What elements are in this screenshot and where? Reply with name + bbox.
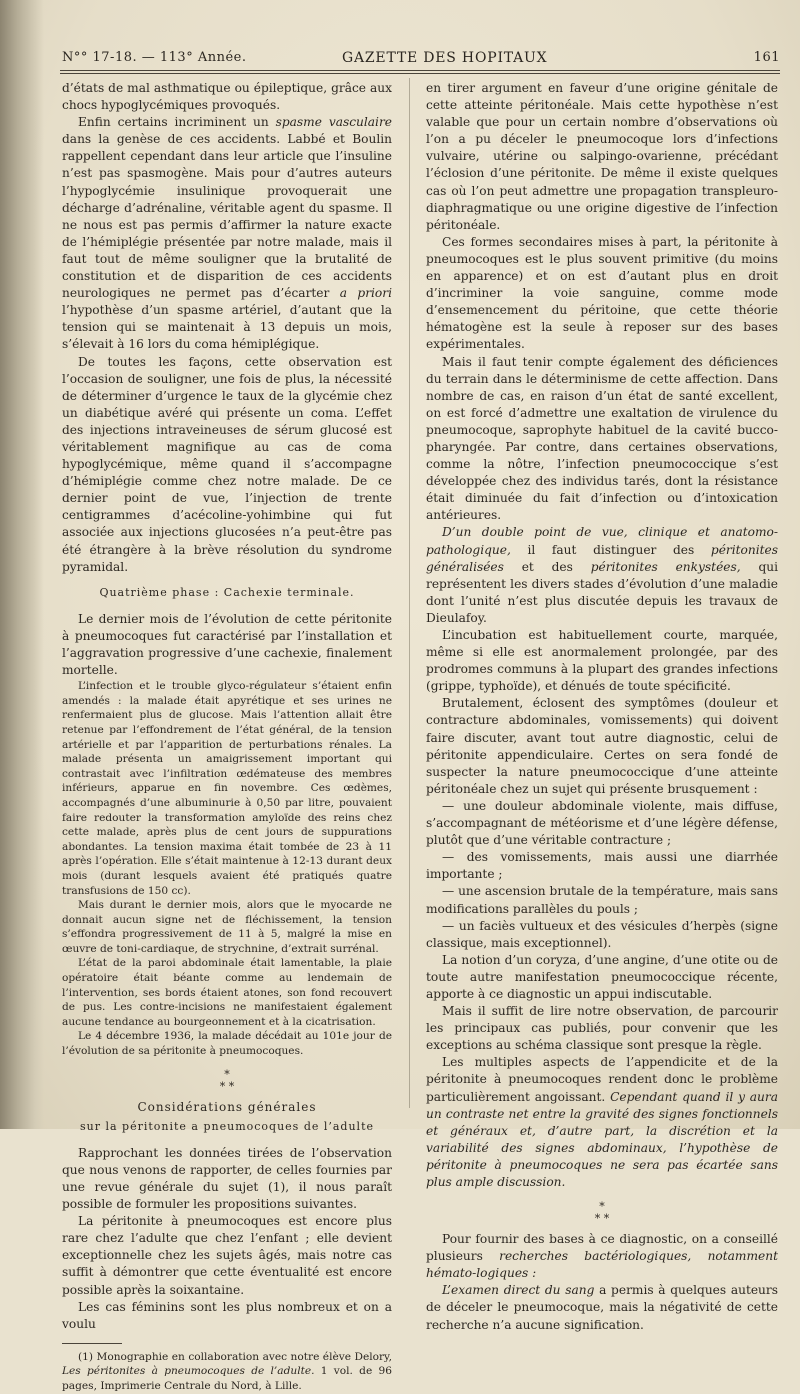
running-header	[62, 50, 780, 70]
paragraph: Le dernier mois de l’évolution de cette péritonite à pneumocoques fut caractérisé par l’installation et l’aggravation progressive d’une cachexie, finalement mortelle.	[62, 611, 392, 678]
paragraph: L’état de la paroi abdominale était lamentable, la plaie opératoire était béante comme au lendemain de l’intervention, ses bords étaient atones, son fond recouvert de pus. Les contre-incisions ne manifestaient également aucune tendance au bourgeonnement et à la cicatrisation.	[62, 957, 392, 1028]
list-item: — une douleur abdominale violente, mais diffuse, s’accompagnant de météorisme et d’une légère défense, plutôt que d’une véritable contracture ;	[426, 798, 778, 848]
section-separator-stars: * * *	[219, 1067, 235, 1093]
left-column	[62, 80, 392, 1393]
section-heading: Considérations générales	[137, 1099, 317, 1114]
paragraph: L’examen direct du sang a permis à quelques auteurs de déceler le pneumocoque, mais la négativité de cette recherche n’a aucune signification.	[426, 1283, 778, 1332]
footnote-rule	[62, 1343, 122, 1344]
paragraph: La notion d’un coryza, d’une angine, d’une otite ou de toute autre manifestation pneumococcique récente, apporte à ce diagnostic un appui indiscutable.	[426, 952, 778, 1001]
section-subheading: sur la péritonite a pneumocoques de l’adulte	[79, 1119, 375, 1133]
paragraph: en tirer argument en faveur d’une origine génitale de cette atteinte péritonéale. Mais cette hypothèse n’est valable que pour un certain nombre d’observations où l’on a pu déceler le pneumocoque lors d’infections vulvaire, utérine ou salpingo-ovarienne, précédant l’éclosion d’une péritonite. De même il existe quelques cas où l’on peut admettre une propagation transpleuro-diaphragmatique ou une origine digestive de l’infection péritonéale.	[426, 81, 778, 232]
paragraph: Mais il suffit de lire notre observation, de parcourir les principaux cas publiés, pour convenir que les exceptions au schéma classique sont presque la règle.	[426, 1004, 778, 1053]
paragraph: Les cas féminins sont les plus nombreux et on a voulu	[62, 1299, 392, 1331]
section-heading: Quatrième phase : Cachexie terminale.	[99, 585, 355, 599]
list-item: — une ascension brutale de la température, mais sans modifications parallèles du pouls ;	[426, 884, 778, 916]
paragraph: Pour fournir des bases à ce diagnostic, on a conseillé plusieurs recherches bactériologiques, notamment hémato-logiques :	[426, 1232, 778, 1281]
book-binding-shadow	[0, 0, 44, 1129]
section-separator-stars: * * *	[594, 1200, 610, 1226]
issue-number: N°° 17-18. — 113° Année.	[62, 50, 247, 65]
paragraph: L’incubation est habituellement courte, marquée, même si elle est anormalement prolongée, par des prodromes communs à la plupart des grandes infections (grippe, typhoïde), et dénués de toute spécificité.	[426, 628, 778, 694]
header-rule-double	[60, 73, 780, 74]
list-item: — des vomissements, mais aussi une diarrhée importante ;	[426, 850, 778, 882]
paragraph: Rapprochant les données tirées de l’observation que nous venons de rapporter, de celles fournies par une revue générale du sujet (1), il nous paraît possible de formuler les propositions suivantes.	[62, 1145, 392, 1212]
paragraph: Les multiples aspects de l’appendicite et de la péritonite à pneumocoques rendent donc le problème particulièrement angoissant. Cependant quand il y aura un contraste net entre la gravité des signes fonctionnels et généraux et, d’autre part, la discrétion et la variabilité des signes abdominaux, l’hypothèse de péritonite à pneumocoques ne sera pas écartée sans plus ample discussion.	[426, 1055, 778, 1189]
header-rule	[60, 70, 780, 71]
footnote: (1) Monographie en collaboration avec notre élève Delory, Les péritonites à pneumocoques de l’adulte. 1 vol. de 96 pages, Imprimerie Centrale du Nord, à Lille.	[62, 1350, 392, 1393]
paragraph: d’états de mal asthmatique ou épileptique, grâce aux chocs hypoglycémiques provoqués.	[62, 81, 392, 113]
journal-title: GAZETTE DES HOPITAUX	[342, 50, 548, 66]
paragraph: Mais durant le dernier mois, alors que le myocarde ne donnait aucun signe net de fléchissement, la tension s’effondra progressivement de 11 à 5, malgré la mise en œuvre de toni-cardiaque, de strychnine, d’extrait surrénal.	[62, 899, 392, 955]
paragraph: Enfin certains incriminent un spasme vasculaire dans la genèse de ces accidents. Labbé et Boulin rappellent cependant dans leur article que l’insuline n’est pas spasmogène. Mais pour d’autres auteurs l’hypoglycémie insulinique provoquerait une décharge d’adrénaline, véritable agent du spasme. Il ne nous est pas permis d’affirmer la nature exacte de l’hémiplégie présentée par notre malade, mais il faut tout de même souligner que la brutalité de constitution et de disparition de ces accidents neurologiques ne permet pas d’écarter a priori l’hypothèse d’un spasme artériel, d’autant que la tension qui se maintenait à 13 depuis un mois, s’élevait à 16 lors du coma hémiplégique.	[62, 115, 392, 352]
paragraph: Le 4 décembre 1936, la malade décédait au 101e jour de l’évolution de sa péritonite à pneumocoques.	[62, 1030, 392, 1058]
paragraph: L’infection et le trouble glyco-régulateur s’étaient enfin amendés : la malade était apyrétique et ses urines ne renfermaient plus de glucose. Mais l’attention allait être retenue par l’effondrement de l’état général, de la tension artérielle et par l’apparition de perturbations rénales. La malade présenta un amaigrissement important qui contrastait avec l’infiltration œdémateuse des membres inférieurs, apparue en fin novembre. Ces œdèmes, accompagnés d’une albuminurie à 0,50 par litre, pouvaient faire redouter la transformation amyloïde des reins chez cette malade, après plus de cent jours de suppurations abondantes. La tension maxima était tombée de 23 à 11 après l’opération. Elle s’était maintenue à 12-13 durant deux mois (durant lesquels avaient été pratiqués quatre transfusions de 150 cc).	[62, 680, 392, 897]
paragraph: Mais il faut tenir compte également des déficiences du terrain dans le déterminisme de cette affection. Dans nombre de cas, en raison d’un état de santé excellent, on est forcé d’admettre une exaltation de virulence du pneumocoque, saprophyte habituel de la cavité bucco-pharyngée. Par contre, dans certaines observations, comme la nôtre, l’infection pneumococcique s’est développée chez des individus tarés, dont la résistance était diminuée du fait d’infection ou d’intoxication antérieures.	[426, 354, 778, 523]
page-number: 161	[753, 50, 780, 65]
column-divider	[409, 78, 410, 1108]
paragraph: Brutalement, éclosent des symptômes (douleur et contracture abdominales, vomissements) qui doivent faire discuter, avant tout autre diagnostic, celui de péritonite appendiculaire. Certes on sera fondé de suspecter la nature pneumococcique d’une atteinte péritonéale chez un sujet qui présente brusquement :	[426, 696, 778, 796]
right-column	[426, 80, 778, 1332]
paragraph: De toutes les façons, cette observation est l’occasion de souligner, une fois de plus, la nécessité de déterminer d’urgence le taux de la glycémie chez un diabétique avéré qui présente un coma. L’effet des injections intraveineuses de sérum glucosé est véritablement magnifique au cas de coma hypoglycémique, même quand il s’accompagne d’hémiplégie comme chez notre malade. De ce dernier point de vue, l’injection de trente centigrammes d’acécolinе-yohimbine qui fut associée aux injections glucosées n’a peut-être pas été étrangère à la brève résolution du syndrome pyramidal.	[62, 354, 392, 574]
paragraph: La péritonite à pneumocoques est encore plus rare chez l’adulte que chez l’enfant ; elle devient exceptionnelle chez les sujets âgés, mais notre cas suffit à démontrer que cette éventualité est encore possible après la soixantaine.	[62, 1214, 392, 1297]
paragraph: D’un double point de vue, clinique et anatomo-pathologique, il faut distinguer des péritonites généralisées et des péritonites enkystées, qui représentent les divers stades d’évolution d’une maladie dont l’unité n’est plus discutée depuis les travaux de Dieulafoy.	[426, 525, 778, 625]
list-item: — un faciès vultueux et des vésicules d’herpès (signe classique, mais exceptionnel).	[426, 918, 778, 950]
paragraph: Ces formes secondaires mises à part, la péritonite à pneumocoques est le plus souvent primitive (du moins en apparence) et on est d’autant plus en droit d’incriminer la voie sanguine, comme mode d’ensemencement du péritoine, que cette théorie hématogène est la seule à reposer sur des bases expérimentales.	[426, 234, 778, 352]
